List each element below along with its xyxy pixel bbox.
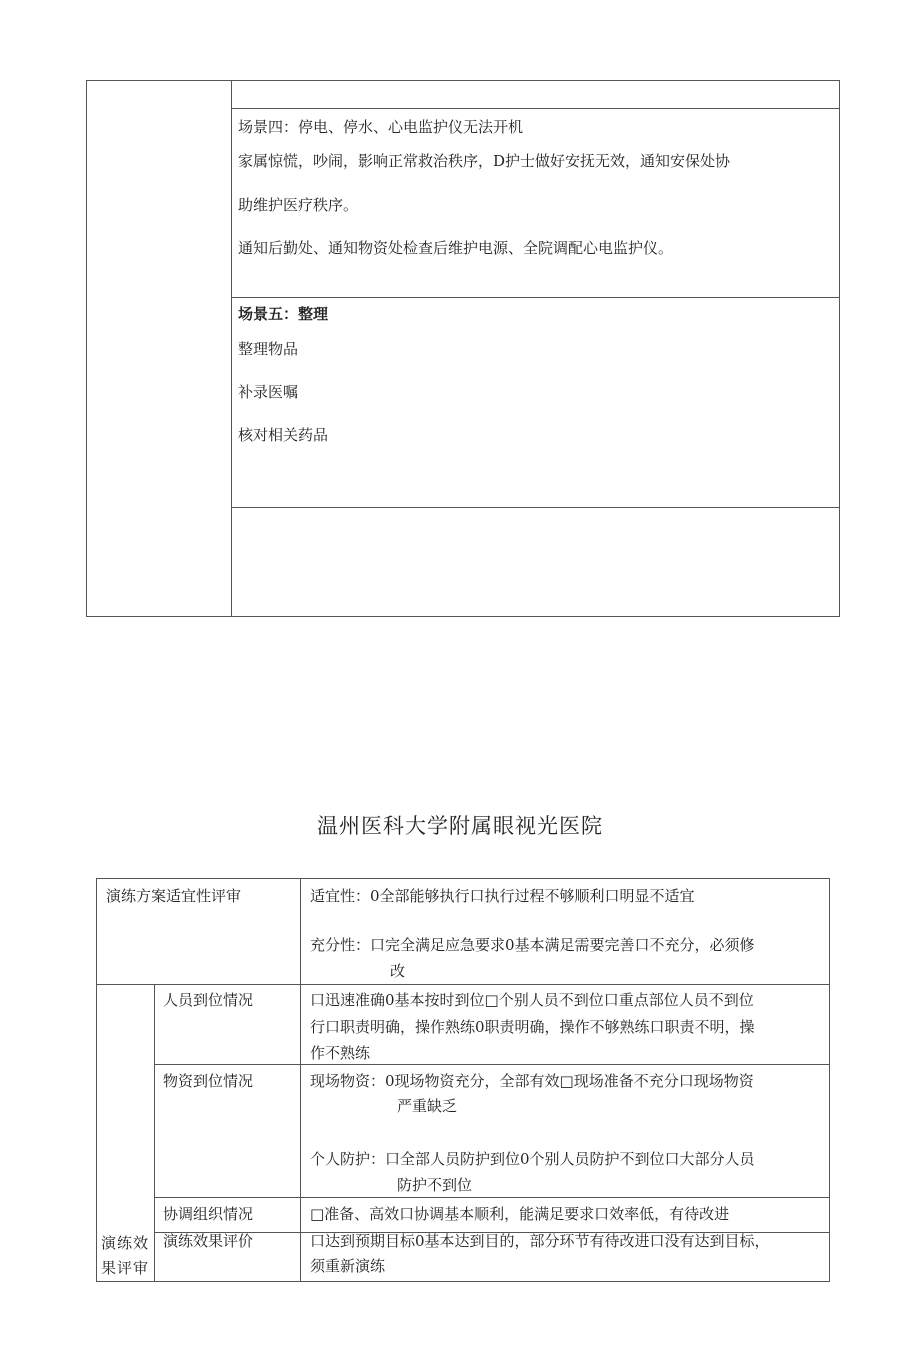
sufficiency-text: 充分性：口完全满足应急要求0基本满足需要完善口不充分，必须修 <box>310 936 755 954</box>
effect-evaluation-label: 演练效果评价 <box>163 1232 254 1250</box>
effect-evaluation-text: 须重新演练 <box>310 1257 386 1275</box>
personnel-text: 口迅速准确0基本按时到位□个别人员不到位口重点部位人员不到位 <box>310 991 754 1009</box>
scene-5-title: 场景五：整理 <box>238 305 329 323</box>
row-divider <box>154 1064 830 1065</box>
scene-5-item: 核对相关药品 <box>238 426 329 444</box>
personnel-label: 人员到位情况 <box>163 991 254 1009</box>
scene-4-text: 家属惊慌，吵闹，影响正常救治秩序，D护士做好安抚无效，通知安保处协 <box>238 152 731 170</box>
scene-4-text: 助维护医疗秩序。 <box>238 196 359 214</box>
supplies-label: 物资到位情况 <box>163 1072 254 1090</box>
row-divider <box>154 1197 830 1198</box>
protection-text: 防护不到位 <box>397 1176 473 1194</box>
evaluation-table <box>96 878 830 1282</box>
column-divider <box>231 81 232 616</box>
effect-evaluation-text: 口达到预期目标0基本达到目的，部分环节有待改进口没有达到目标， <box>310 1232 770 1250</box>
scene-4-title: 场景四：停电、停水、心电监护仪无法开机 <box>238 118 524 136</box>
row-divider <box>231 108 839 109</box>
scene-4-text: 通知后勤处、通知物资处检查后维护电源、全院调配心电监护仪。 <box>238 239 674 257</box>
personnel-text: 作不熟练 <box>310 1044 371 1062</box>
protection-text: 个人防护：口全部人员防护到位0个别人员防护不到位口大部分人员 <box>310 1150 755 1168</box>
supplies-text: 现场物资：0现场物资充分，全部有效□现场准备不充分口现场物资 <box>310 1072 754 1090</box>
page-heading: 温州医科大学附属眼视光医院 <box>317 814 603 838</box>
row-divider <box>97 984 830 985</box>
plan-review-label: 演练方案适宜性评审 <box>106 887 242 905</box>
coordination-label: 协调组织情况 <box>163 1205 254 1223</box>
coordination-text: □准备、高效口协调基本顺利，能满足要求口效率低，有待改进 <box>310 1205 730 1223</box>
personnel-text: 行口职责明确，操作熟练0职责明确，操作不够熟练口职责不明，操 <box>310 1018 755 1036</box>
effect-review-label: 演练效果评审 <box>101 1234 150 1277</box>
supplies-text: 严重缺乏 <box>397 1097 458 1115</box>
scenes-table <box>86 80 840 617</box>
suitability-text: 适宜性：0全部能够执行口执行过程不够顺利口明显不适宜 <box>310 887 695 905</box>
column-divider <box>154 984 155 1282</box>
scene-5-item: 补录医嘱 <box>238 383 299 401</box>
scene-5-item: 整理物品 <box>238 340 299 358</box>
column-divider <box>300 879 301 1282</box>
sufficiency-text: 改 <box>390 962 406 980</box>
row-divider <box>231 507 839 508</box>
row-divider <box>231 297 839 298</box>
